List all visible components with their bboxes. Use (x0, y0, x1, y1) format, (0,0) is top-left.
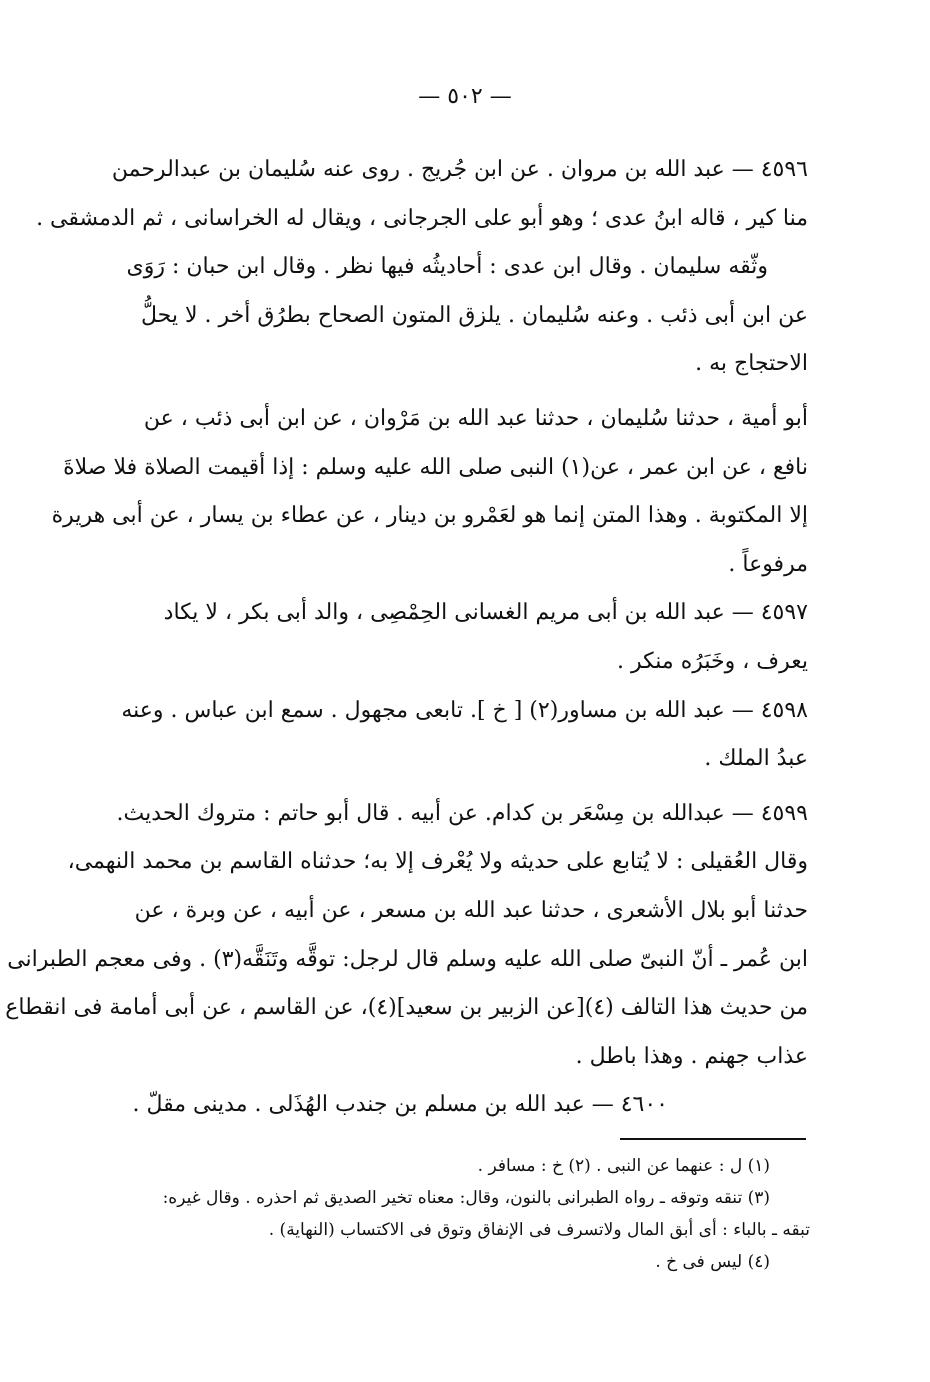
footnote-divider (620, 1138, 806, 1140)
footnote: (٤) ليس فى خ . (655, 1252, 770, 1272)
text-line: عبدُ الملك . (704, 746, 808, 772)
entry-4596-line-1: ٤٥٩٦ — عبد الله بن مروان . عن ابن جُريج . روى عنه سُليمان بن عبدالرحمن (111, 157, 808, 182)
main-text (5, 146, 808, 1130)
text-line: ابن عُمر ـ أنّ النبىّ صلى الله عليه وسلم قال لرجل: توقَّه وتَنَقَّه(٣) . وفى معجم الطبرانى (7, 946, 808, 972)
text-line: إلا المكتوبة . وهذا المتن إنما هو لعَمْرو بن دينار ، عن عطاء بن يسار ، عن أبى هريرة (51, 503, 808, 529)
text-line: الاحتجاج به . (695, 351, 808, 377)
page-number: — ٥٠٢ — (418, 84, 512, 109)
text-line: عذاب جهنم . وهذا باطل . (575, 1043, 808, 1069)
footnote: (٣) تنقه وتوقه ـ رواه الطبرانى بالنون، وقال: معناه تخير الصديق ثم احذره . وقال غيره: (162, 1188, 770, 1208)
footnote: تبقه ـ بالباء : أى أبق المال ولاتسرف فى الإنفاق وتوق فى الاكتساب (النهاية) . (268, 1220, 810, 1240)
text-line: مرفوعاً . (728, 551, 808, 577)
entry-4597-line-1: ٤٥٩٧ — عبد الله بن أبى مريم الغسانى الحِمْصِى ، والد أبى بكر ، لا يكاد (163, 600, 808, 626)
footnotes (120, 1150, 810, 1278)
text-line: يعرف ، وخَبَرُه منكر . (617, 648, 808, 674)
text-line: من حديث هذا التالف (٤)[عن الزبير بن سعيد](٤)، عن القاسم ، عن أبى أمامة فى انقطاع (5, 995, 808, 1021)
footnote: (١) ل : عنهما عن النبى . (٢) خ : مسافر . (477, 1156, 770, 1176)
text-line: حدثنا أبو بلال الأشعرى ، حدثنا عبد الله بن مسعر ، عن أبيه ، عن وبرة ، عن (134, 897, 808, 923)
text-line: منا كير ، قاله ابنُ عدى ؛ وهو أبو على الجرجانى ، ويقال له الخراسانى ، ثم الدمشقى . (36, 205, 808, 231)
text-line: نافع ، عن ابن عمر ، عن(١) النبى صلى الله عليه وسلم : إذا أقيمت الصلاة فلا صلاةَ (63, 454, 808, 480)
entry-4599-line-1: ٤٥٩٩ — عبدالله بن مِسْعَر بن كدام. عن أبيه . قال أبو حاتم : متروك الحديث. (116, 800, 808, 826)
entry-4598-line-1: ٤٥٩٨ — عبد الله بن مساور(٢) [ خ ]. تابعى مجهول . سمع ابن عباس . وعنه (121, 697, 808, 723)
text-line: عن ابن أبى ذئب . وعنه سُليمان . يلزق المتون الصحاح بطرُق أخر . لا يحلُّ (140, 302, 808, 328)
text-line: أبو أمية ، حدثنا سُليمان ، حدثنا عبد الله بن مَرْوان ، عن ابن أبى ذئب ، عن (143, 405, 808, 431)
text-line: وثّقه سليمان . وقال ابن عدى : أحاديثُه فيها نظر . وقال ابن حبان : رَوَى (126, 254, 768, 280)
text-line: وقال العُقيلى : لا يُتابع على حديثه ولا يُعْرف إلا به؛ حدثناه القاسم بن محمد النهمى، (67, 849, 808, 875)
entry-4600-line-1: ٤٦٠٠ — عبد الله بن مسلم بن جندب الهُذَلى . مدينى مقلّ . (132, 1092, 668, 1118)
